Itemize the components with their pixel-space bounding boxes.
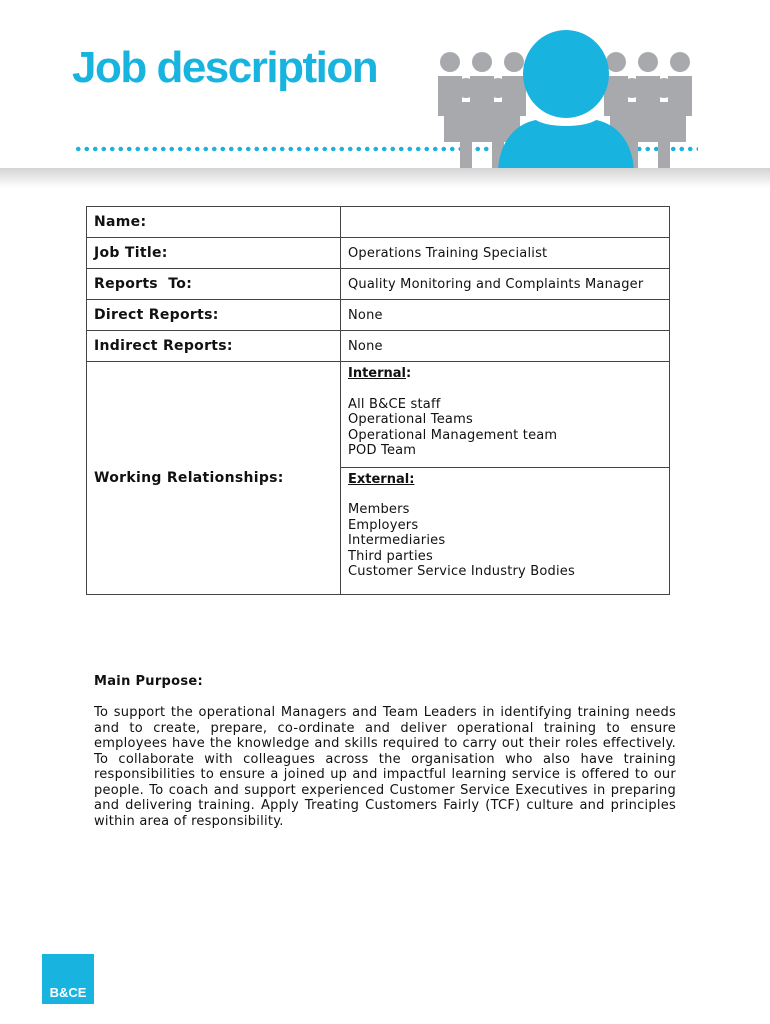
table-row [87, 362, 670, 595]
main-purpose-heading: Main Purpose: [94, 674, 204, 689]
page-title: Job description [72, 43, 378, 92]
people-group-illustration [430, 28, 700, 174]
internal-relationships [341, 362, 669, 467]
external-heading: External: [348, 471, 415, 487]
logo-text: B&CE [49, 985, 87, 1000]
table-row [87, 269, 670, 300]
list-item: Intermediaries [348, 533, 446, 548]
list-item: All B&CE staff [348, 396, 441, 412]
indirect-reports-value: None [341, 331, 670, 362]
header-shadow-band [0, 168, 770, 188]
table-row [87, 238, 670, 269]
list-item: Operational Management team [348, 427, 558, 443]
bce-logo [42, 954, 94, 1004]
list-item: Members [348, 502, 410, 517]
name-label: Name: [87, 207, 341, 238]
internal-heading: Internal [348, 366, 407, 381]
direct-reports-value: None [341, 300, 670, 331]
reports-to-value: Quality Monitoring and Complaints Manager [341, 269, 670, 300]
indirect-reports-label: Indirect Reports: [87, 331, 341, 362]
direct-reports-label: Direct Reports: [87, 300, 341, 331]
working-relationships-value [341, 362, 670, 595]
internal-heading-colon: : [406, 366, 412, 381]
external-relationships [341, 467, 669, 594]
job-title-value: Operations Training Specialist [341, 238, 670, 269]
working-relationships-label: Working Relationships: [87, 362, 341, 595]
list-item: Customer Service Industry Bodies [348, 564, 575, 579]
list-item: POD Team [348, 443, 417, 458]
list-item: Employers [348, 517, 419, 533]
list-item: Operational Teams [348, 412, 473, 427]
reports-to-label: Reports To: [87, 269, 341, 300]
table-row [87, 207, 670, 238]
job-details-table [86, 206, 670, 595]
name-value [341, 207, 670, 238]
table-row [87, 331, 670, 362]
main-purpose-text: To support the operational Managers and Team Leaders in identifying training needs and to create, prepare, co-ordinate and deliver operational training to ensure employees have the knowledge and skills required to carry out their roles effectively. To collaborate with colleagues across the organisation who also have training responsibilities to ensure a joined up and impactful learning service is offered to our people. To coach and support experienced Customer Service Executives in preparing and delivering training. Apply Treating Customers Fairly (TCF) culture and principles within area of responsibility. [94, 705, 676, 829]
table-row [87, 300, 670, 331]
list-item: Third parties [348, 548, 433, 564]
job-title-label: Job Title: [87, 238, 341, 269]
